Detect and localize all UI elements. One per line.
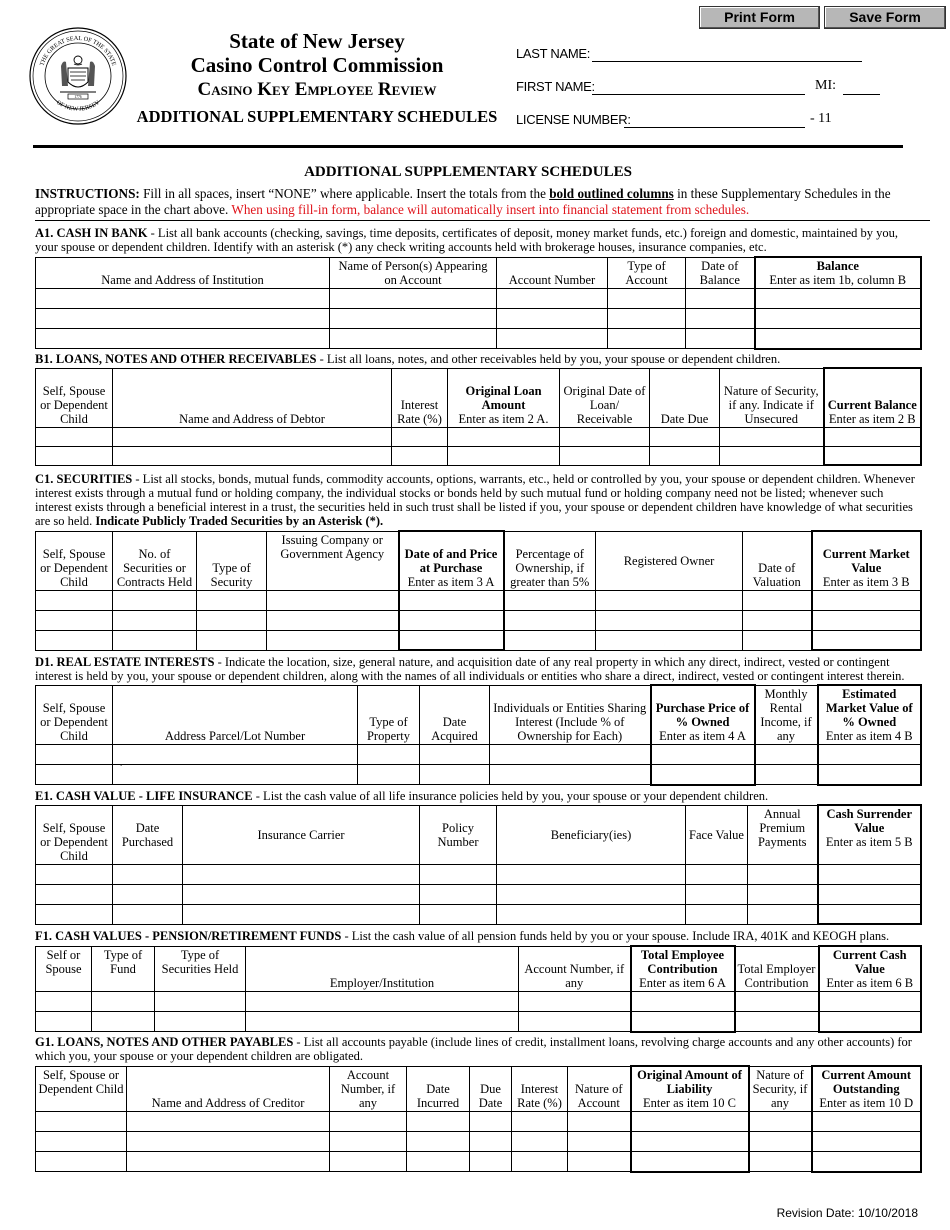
cell[interactable] xyxy=(36,590,113,610)
cell[interactable] xyxy=(818,745,922,765)
svg-text:1776: 1776 xyxy=(74,95,82,99)
cell[interactable] xyxy=(650,446,720,465)
col-header: Face Value xyxy=(686,805,748,864)
section-e1-header xyxy=(35,789,923,803)
table-b1-receivables xyxy=(35,367,922,466)
cell[interactable] xyxy=(330,289,497,309)
cell[interactable] xyxy=(512,1132,568,1152)
mi-label: MI: xyxy=(815,78,836,93)
section-e1-title: E1. CASH VALUE - LIFE INSURANCE xyxy=(35,789,253,803)
section-c1-desc: - List all stocks, bonds, mutual funds, commodity accounts, options, warrants, etc., held or controlled by you, your spouse or dependent children. Whenever interest exists through a mutual fund or holding company, the individual stocks or bonds held by such mutual fund or holding company need not be listed; whenever such interest exists through a beneficial interest in a trust, the securities held in such trust shall be listed if you, your spouse or dependent children have knowledge of what securities are so held. xyxy=(35,472,915,528)
cell[interactable] xyxy=(113,590,197,610)
cell[interactable] xyxy=(490,765,651,785)
cell[interactable] xyxy=(812,590,922,610)
cell[interactable] xyxy=(819,1012,922,1032)
cell[interactable] xyxy=(113,864,183,884)
cell[interactable] xyxy=(36,1132,127,1152)
cell[interactable] xyxy=(608,329,686,349)
cell[interactable] xyxy=(36,309,330,329)
cell[interactable] xyxy=(596,610,743,630)
cell[interactable] xyxy=(246,992,519,1012)
table-f1-pension xyxy=(35,945,922,1033)
col-header: Account Number, if any xyxy=(330,1066,407,1112)
cell[interactable] xyxy=(267,630,399,650)
cell[interactable] xyxy=(720,427,824,446)
table-a1-cash-in-bank xyxy=(35,256,922,350)
cell[interactable] xyxy=(497,329,608,349)
cell[interactable] xyxy=(392,427,448,446)
cell[interactable] xyxy=(812,1112,922,1132)
cell[interactable] xyxy=(36,1012,92,1032)
cell[interactable] xyxy=(686,329,755,349)
cell[interactable] xyxy=(490,745,651,765)
cell[interactable] xyxy=(748,904,818,924)
cell[interactable] xyxy=(818,765,922,785)
cell[interactable] xyxy=(267,610,399,630)
cell[interactable] xyxy=(755,309,922,329)
stray-mark: ` xyxy=(119,763,123,775)
col-header: Original Date of Loan/ Receivable xyxy=(560,368,650,427)
cell[interactable] xyxy=(743,590,812,610)
cell[interactable] xyxy=(755,745,818,765)
table-row xyxy=(36,610,922,630)
section-c1-title: C1. SECURITIES xyxy=(35,472,133,486)
cell[interactable] xyxy=(568,1112,631,1132)
col-header: Self, Spouse or Dependent Child xyxy=(36,1066,127,1112)
table-d1-real-estate xyxy=(35,684,922,786)
cell[interactable] xyxy=(92,992,155,1012)
cell[interactable] xyxy=(560,446,650,465)
cell[interactable] xyxy=(155,1012,246,1032)
cell[interactable] xyxy=(749,1152,812,1172)
cell[interactable] xyxy=(330,1112,407,1132)
table-row xyxy=(36,1012,922,1032)
table-row xyxy=(36,427,922,446)
instructions-divider xyxy=(35,220,930,221)
cell[interactable] xyxy=(743,630,812,650)
cell[interactable] xyxy=(818,864,922,884)
col-header: Monthly Rental Income, if any xyxy=(755,685,818,745)
cell[interactable] xyxy=(596,590,743,610)
col-header: Type of Security xyxy=(197,531,267,590)
instructions-bold-columns: bold outlined columns xyxy=(549,186,674,201)
col-header: Interest Rate (%) xyxy=(512,1066,568,1112)
col-header: Account Number, if any xyxy=(519,946,631,992)
table-row xyxy=(36,590,922,610)
cell[interactable] xyxy=(127,1152,330,1172)
print-form-button[interactable]: Print Form xyxy=(699,6,820,29)
instructions xyxy=(35,186,915,218)
cell[interactable] xyxy=(407,1112,470,1132)
cell[interactable] xyxy=(113,745,358,765)
cell[interactable] xyxy=(812,1152,922,1172)
instructions-label: INSTRUCTIONS: xyxy=(35,186,140,201)
col-header: Date of Balance xyxy=(686,257,755,289)
cell[interactable] xyxy=(497,864,686,884)
cell[interactable] xyxy=(686,309,755,329)
cell[interactable] xyxy=(36,864,113,884)
cell[interactable] xyxy=(183,884,420,904)
cell[interactable] xyxy=(812,610,922,630)
section-d1-title: D1. REAL ESTATE INTERESTS xyxy=(35,655,215,669)
cell[interactable] xyxy=(36,745,113,765)
col-header: Individuals or Entities Sharing Interest (Include % of Ownership for Each) xyxy=(490,685,651,745)
cell[interactable] xyxy=(568,1152,631,1172)
cell[interactable] xyxy=(512,1112,568,1132)
cell[interactable] xyxy=(755,329,922,349)
cell[interactable] xyxy=(420,765,490,785)
cell[interactable] xyxy=(497,904,686,924)
col-header: Nature of Security, if any xyxy=(749,1066,812,1112)
cell[interactable] xyxy=(504,590,596,610)
col-header: Name and Address of Debtor xyxy=(113,368,392,427)
col-header: Issuing Company or Government Agency xyxy=(267,531,399,590)
col-header-balance: Balance Enter as item 1b, column B xyxy=(755,257,922,289)
cell[interactable] xyxy=(512,1152,568,1172)
col-header-estimated-value: Estimated Market Value of % Owned Enter as item 4 B xyxy=(818,685,922,745)
col-header: Account Number xyxy=(497,257,608,289)
cell[interactable] xyxy=(608,289,686,309)
section-a1-desc: - List all bank accounts (checking, savings, time deposits, certificates of deposit, money market funds, etc.) foreign and domestic, maintained by you, your spouse or dependent children. Identify with an asterisk (*) any check writing accounts held with brokerage houses, insurance companies, etc. xyxy=(35,226,899,254)
cell[interactable] xyxy=(197,590,267,610)
col-header: Name of Person(s) Appearing on Account xyxy=(330,257,497,289)
cell[interactable] xyxy=(330,329,497,349)
cell[interactable] xyxy=(392,446,448,465)
section-b1-desc: - List all loans, notes, and other receivables held by you, your spouse or dependent children. xyxy=(319,352,781,366)
first-name-field[interactable] xyxy=(592,93,805,95)
cell[interactable] xyxy=(246,1012,519,1032)
cell[interactable] xyxy=(720,446,824,465)
col-header: Name and Address of Institution xyxy=(36,257,330,289)
cell[interactable] xyxy=(36,446,113,465)
col-header: Date Due xyxy=(650,368,720,427)
col-header: Total Employer Contribution xyxy=(735,946,819,992)
cell[interactable] xyxy=(560,427,650,446)
cell[interactable] xyxy=(631,1012,735,1032)
cell[interactable] xyxy=(399,630,504,650)
cell[interactable] xyxy=(470,1112,512,1132)
col-header: Insurance Carrier xyxy=(183,805,420,864)
section-f1-header xyxy=(35,929,923,943)
cell[interactable] xyxy=(36,427,113,446)
table-row xyxy=(36,992,922,1012)
table-row xyxy=(36,904,922,924)
col-header: Type of Fund xyxy=(92,946,155,992)
cell[interactable] xyxy=(330,1152,407,1172)
cell[interactable] xyxy=(819,992,922,1012)
cell[interactable] xyxy=(155,992,246,1012)
cell[interactable] xyxy=(36,1112,127,1132)
table-row xyxy=(36,745,922,765)
cell[interactable] xyxy=(36,329,330,349)
col-header: Date of Valuation xyxy=(743,531,812,590)
col-header: Registered Owner xyxy=(596,531,743,590)
state-seal-logo xyxy=(28,26,128,126)
cell[interactable] xyxy=(631,1112,749,1132)
cell[interactable] xyxy=(748,884,818,904)
cell[interactable] xyxy=(470,1132,512,1152)
cell[interactable] xyxy=(812,630,922,650)
cell[interactable] xyxy=(36,884,113,904)
cell[interactable] xyxy=(197,630,267,650)
col-header: Annual Premium Payments xyxy=(748,805,818,864)
cell[interactable] xyxy=(743,610,812,630)
table-g1-payables xyxy=(35,1065,922,1173)
cell[interactable] xyxy=(127,1132,330,1152)
col-header-original-amount: Original Amount of Liability Enter as item 10 C xyxy=(631,1066,749,1112)
section-g1-title: G1. LOANS, NOTES AND OTHER PAYABLES xyxy=(35,1035,294,1049)
col-header: Percentage of Ownership, if greater than 5% xyxy=(504,531,596,590)
col-header-purchase-price: Purchase Price of % Owned Enter as item 4 A xyxy=(651,685,755,745)
cell[interactable] xyxy=(686,884,748,904)
cell[interactable] xyxy=(755,289,922,309)
cell[interactable] xyxy=(358,745,420,765)
cell[interactable] xyxy=(504,630,596,650)
section-c1-header xyxy=(35,472,923,528)
middle-initial-field[interactable] xyxy=(843,93,880,95)
col-header: Name and Address of Creditor xyxy=(127,1066,330,1112)
table-row xyxy=(36,446,922,465)
col-header: Type of Property xyxy=(358,685,420,745)
header-divider xyxy=(33,145,903,148)
cell[interactable] xyxy=(267,590,399,610)
cell[interactable] xyxy=(608,309,686,329)
col-header: Self, Spouse or Dependent Child xyxy=(36,805,113,864)
col-header: Type of Account xyxy=(608,257,686,289)
cell[interactable] xyxy=(519,992,631,1012)
cell[interactable] xyxy=(36,765,113,785)
col-header-market-value: Current Market Value Enter as item 3 B xyxy=(812,531,922,590)
cell[interactable] xyxy=(399,590,504,610)
col-header-employee-contribution: Total Employee Contribution Enter as item 6 A xyxy=(631,946,735,992)
cell[interactable] xyxy=(749,1112,812,1132)
section-d1-desc: - Indicate the location, size, general nature, and acquisition date of any real property in which any direct, indirect, vested or contingent interest is held by you, your spouse or dependent children, along with the names of all individuals or entities who share a direct, indirect, vested or contingent interest therein. xyxy=(35,655,905,683)
cell[interactable] xyxy=(330,1132,407,1152)
last-name-field[interactable] xyxy=(592,60,862,62)
col-header: Date Acquired xyxy=(420,685,490,745)
cell[interactable] xyxy=(183,904,420,924)
cell[interactable] xyxy=(36,1152,127,1172)
revision-date: Revision Date: 10/10/2018 xyxy=(776,1206,918,1220)
table-row xyxy=(36,289,922,309)
form-title: Casino Key Employee Review xyxy=(197,79,437,100)
cell[interactable] xyxy=(448,446,560,465)
cell[interactable] xyxy=(686,904,748,924)
cell[interactable] xyxy=(420,745,490,765)
section-d1-header xyxy=(35,655,923,683)
cell[interactable] xyxy=(183,864,420,884)
instructions-text-2: in these Supplementary Schedules in the appropriate space in the chart above. xyxy=(35,186,891,217)
col-header: Self or Spouse xyxy=(36,946,92,992)
cell[interactable] xyxy=(735,1012,819,1032)
cell[interactable] xyxy=(748,864,818,884)
col-header: Date Incurred xyxy=(407,1066,470,1112)
cell[interactable] xyxy=(448,427,560,446)
cell[interactable] xyxy=(596,630,743,650)
col-header: Self, Spouse or Dependent Child xyxy=(36,531,113,590)
col-header: Self, Spouse or Dependent Child xyxy=(36,685,113,745)
cell[interactable] xyxy=(824,427,922,446)
cell[interactable] xyxy=(92,1012,155,1032)
cell[interactable] xyxy=(497,309,608,329)
svg-text:THE GREAT SEAL OF THE STATE: THE GREAT SEAL OF THE STATE xyxy=(38,34,118,67)
col-header: Type of Securities Held xyxy=(155,946,246,992)
license-number-label: LICENSE NUMBER: xyxy=(516,112,631,127)
cell[interactable] xyxy=(36,904,113,924)
table-e1-life-insurance xyxy=(35,804,922,925)
table-row xyxy=(36,864,922,884)
cell[interactable] xyxy=(470,1152,512,1172)
cell[interactable] xyxy=(399,610,504,630)
cell[interactable] xyxy=(497,884,686,904)
cell[interactable] xyxy=(686,864,748,884)
cell[interactable] xyxy=(113,765,358,785)
table-row xyxy=(36,765,922,785)
cell[interactable] xyxy=(113,427,392,446)
col-header-current-amount: Current Amount Outstanding Enter as item 10 D xyxy=(812,1066,922,1112)
section-e1-desc: - List the cash value of all life insurance policies held by you, your spouse or your dependent children. xyxy=(255,789,769,803)
state-name: State of New Jersey xyxy=(229,29,405,53)
table-row xyxy=(36,1152,922,1172)
table-row xyxy=(36,309,922,329)
cell[interactable] xyxy=(631,1132,749,1152)
cell[interactable] xyxy=(113,610,197,630)
cell[interactable] xyxy=(812,1132,922,1152)
cell[interactable] xyxy=(519,1012,631,1032)
cell[interactable] xyxy=(650,427,720,446)
col-header-original-loan: Original Loan Amount Enter as item 2 A. xyxy=(448,368,560,427)
first-name-label: FIRST NAME: xyxy=(516,79,595,94)
cell[interactable] xyxy=(330,309,497,329)
cell[interactable] xyxy=(113,630,197,650)
col-header: Due Date xyxy=(470,1066,512,1112)
section-b1-title: B1. LOANS, NOTES AND OTHER RECEIVABLES xyxy=(35,352,317,366)
section-f1-title: F1. CASH VALUES - PENSION/RETIREMENT FUNDS xyxy=(35,929,342,943)
col-header-current-balance: Current Balance Enter as item 2 B xyxy=(824,368,922,427)
cell[interactable] xyxy=(420,904,497,924)
cell[interactable] xyxy=(36,992,92,1012)
col-header: Nature of Account xyxy=(568,1066,631,1112)
col-header-purchase-price: Date of and Price at Purchase Enter as item 3 A xyxy=(399,531,504,590)
col-header: Interest Rate (%) xyxy=(392,368,448,427)
cell[interactable] xyxy=(407,1132,470,1152)
form-subtitle: ADDITIONAL SUPPLEMENTARY SCHEDULES xyxy=(136,107,498,126)
section-g1-header xyxy=(35,1035,923,1063)
cell[interactable] xyxy=(651,745,755,765)
section-g1-desc: - List all accounts payable (include lines of credit, installment loans, revolving charge accounts and any other accounts) for which you, your spouse or your dependent children are obligated. xyxy=(35,1035,912,1063)
col-header: Self, Spouse or Dependent Child xyxy=(36,368,113,427)
cell[interactable] xyxy=(113,904,183,924)
cell[interactable] xyxy=(127,1112,330,1132)
table-row xyxy=(36,630,922,650)
license-number-field[interactable] xyxy=(624,126,805,128)
col-header: Date Purchased xyxy=(113,805,183,864)
cell[interactable] xyxy=(749,1132,812,1152)
cell[interactable] xyxy=(407,1152,470,1172)
col-header-cash-surrender: Cash Surrender Value Enter as item 5 B xyxy=(818,805,922,864)
cell[interactable] xyxy=(420,864,497,884)
section-f1-desc: - List the cash value of all pension funds held by you or your spouse. Include IRA, 401K and KEOGH plans. xyxy=(344,929,890,943)
cell[interactable] xyxy=(755,765,818,785)
table-row xyxy=(36,1132,922,1152)
cell[interactable] xyxy=(420,884,497,904)
svg-text:OF NEW JERSEY: OF NEW JERSEY xyxy=(54,98,102,113)
main-title: ADDITIONAL SUPPLEMENTARY SCHEDULES xyxy=(304,164,632,180)
cell[interactable] xyxy=(497,289,608,309)
cell[interactable] xyxy=(818,904,922,924)
col-header: No. of Securities or Contracts Held xyxy=(113,531,197,590)
instructions-red-note: When using fill-in form, balance will automatically insert into financial statement from schedules. xyxy=(231,202,750,217)
instructions-text-1: Fill in all spaces, insert “NONE” where applicable. Insert the totals from the xyxy=(143,186,546,201)
cell[interactable] xyxy=(735,992,819,1012)
col-header: Beneficiary(ies) xyxy=(497,805,686,864)
cell[interactable] xyxy=(568,1132,631,1152)
cell[interactable] xyxy=(824,446,922,465)
cell[interactable] xyxy=(358,765,420,785)
cell[interactable] xyxy=(36,289,330,309)
cell[interactable] xyxy=(197,610,267,630)
cell[interactable] xyxy=(631,1152,749,1172)
cell[interactable] xyxy=(686,289,755,309)
cell[interactable] xyxy=(36,630,113,650)
section-c1-note: Indicate Publicly Traded Securities by an Asterisk (*). xyxy=(95,514,384,528)
col-header: Nature of Security, if any. Indicate if Unsecured xyxy=(720,368,824,427)
table-row xyxy=(36,329,922,349)
last-name-label: LAST NAME: xyxy=(516,46,591,61)
cell[interactable] xyxy=(113,884,183,904)
table-c1-securities xyxy=(35,530,922,651)
cell[interactable] xyxy=(36,610,113,630)
save-form-button[interactable]: Save Form xyxy=(824,6,946,29)
col-header: Employer/Institution xyxy=(246,946,519,992)
cell[interactable] xyxy=(818,884,922,904)
section-a1-title: A1. CASH IN BANK xyxy=(35,226,148,240)
cell[interactable] xyxy=(504,610,596,630)
license-suffix: - 11 xyxy=(810,111,832,126)
col-header: Address Parcel/Lot Number xyxy=(113,685,358,745)
section-a1-header xyxy=(35,226,923,254)
cell[interactable] xyxy=(113,446,392,465)
table-row xyxy=(36,884,922,904)
col-header-cash-value: Current Cash Value Enter as item 6 B xyxy=(819,946,922,992)
col-header: Policy Number xyxy=(420,805,497,864)
cell[interactable] xyxy=(631,992,735,1012)
table-row xyxy=(36,1112,922,1132)
cell[interactable] xyxy=(651,765,755,785)
section-b1-header xyxy=(35,352,923,366)
commission-name: Casino Control Commission xyxy=(190,53,444,77)
